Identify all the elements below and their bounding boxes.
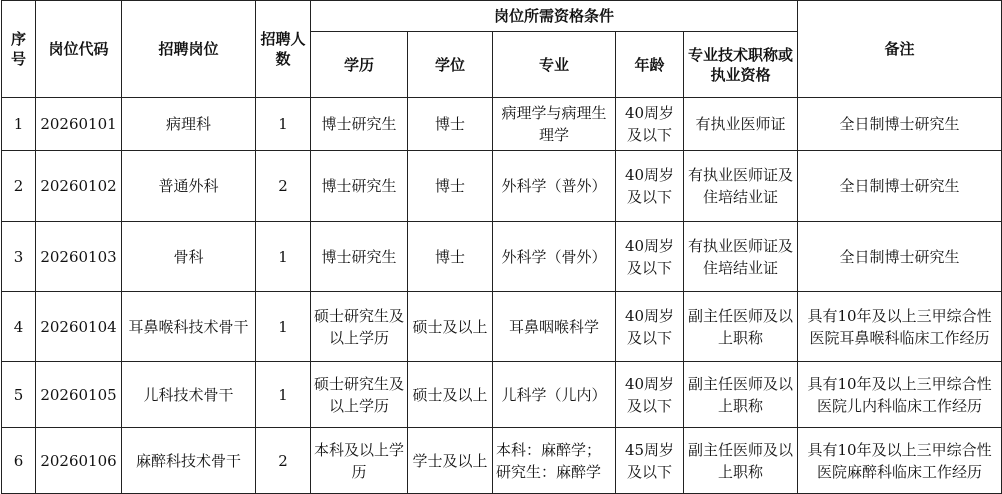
cell-major: 外科学（骨外） [493,222,616,292]
cell-seq: 2 [2,151,36,222]
cell-remark: 具有10年及以上三甲综合性医院麻醉科临床工作经历 [798,428,1002,494]
cell-qualification: 有执业医师证及住培结业证 [684,222,798,292]
cell-code: 20260105 [36,362,122,428]
cell-qualification: 有执业医师证及住培结业证 [684,151,798,222]
cell-code: 20260102 [36,151,122,222]
cell-qualification: 副主任医师及以上职称 [684,362,798,428]
cell-position: 普通外科 [122,151,256,222]
header-seq: 序号 [2,1,36,98]
cell-education: 本科及以上学历 [311,428,408,494]
cell-degree: 硕士及以上 [408,362,493,428]
cell-remark: 全日制博士研究生 [798,151,1002,222]
cell-remark: 全日制博士研究生 [798,98,1002,151]
cell-degree: 博士 [408,151,493,222]
cell-position: 骨科 [122,222,256,292]
cell-count: 1 [256,362,311,428]
cell-seq: 6 [2,428,36,494]
recruitment-table [1,0,1002,494]
header-degree: 学位 [408,32,493,98]
cell-degree: 博士 [408,222,493,292]
cell-degree: 硕士及以上 [408,292,493,362]
cell-count: 2 [256,428,311,494]
cell-position: 麻醉科技术骨干 [122,428,256,494]
table-row [2,151,1002,222]
cell-seq: 1 [2,98,36,151]
table-row [2,98,1002,151]
cell-major: 病理学与病理生理学 [493,98,616,151]
cell-code: 20260104 [36,292,122,362]
cell-age: 45周岁及以下 [616,428,684,494]
cell-age: 40周岁及以下 [616,151,684,222]
cell-seq: 5 [2,362,36,428]
cell-position: 病理科 [122,98,256,151]
cell-age: 40周岁及以下 [616,362,684,428]
cell-position: 耳鼻喉科技术骨干 [122,292,256,362]
header-education: 学历 [311,32,408,98]
cell-major: 耳鼻咽喉科学 [493,292,616,362]
table-row [2,222,1002,292]
cell-code: 20260101 [36,98,122,151]
cell-major: 儿科学（儿内） [493,362,616,428]
header-position: 招聘岗位 [122,1,256,98]
cell-education: 硕士研究生及以上学历 [311,292,408,362]
cell-qualification: 副主任医师及以上职称 [684,428,798,494]
cell-qualification: 副主任医师及以上职称 [684,292,798,362]
cell-education: 博士研究生 [311,98,408,151]
header-age: 年龄 [616,32,684,98]
table-row [2,362,1002,428]
cell-seq: 4 [2,292,36,362]
cell-education: 硕士研究生及以上学历 [311,362,408,428]
cell-major: 本科：麻醉学；研究生：麻醉学 [493,428,616,494]
table-row [2,292,1002,362]
cell-age: 40周岁及以下 [616,222,684,292]
header-code: 岗位代码 [36,1,122,98]
cell-qualification: 有执业医师证 [684,98,798,151]
cell-age: 40周岁及以下 [616,98,684,151]
cell-remark: 具有10年及以上三甲综合性医院儿内科临床工作经历 [798,362,1002,428]
cell-remark: 具有10年及以上三甲综合性医院耳鼻喉科临床工作经历 [798,292,1002,362]
cell-education: 博士研究生 [311,222,408,292]
cell-code: 20260103 [36,222,122,292]
cell-education: 博士研究生 [311,151,408,222]
cell-age: 40周岁及以下 [616,292,684,362]
header-major: 专业 [493,32,616,98]
cell-count: 1 [256,98,311,151]
cell-position: 儿科技术骨干 [122,362,256,428]
cell-count: 1 [256,222,311,292]
header-remark: 备注 [798,1,1002,98]
cell-count: 1 [256,292,311,362]
cell-seq: 3 [2,222,36,292]
cell-count: 2 [256,151,311,222]
cell-degree: 学士及以上 [408,428,493,494]
cell-remark: 全日制博士研究生 [798,222,1002,292]
cell-code: 20260106 [36,428,122,494]
cell-degree: 博士 [408,98,493,151]
header-requirements-group: 岗位所需资格条件 [311,1,798,32]
header-qualification: 专业技术职称或执业资格 [684,32,798,98]
cell-major: 外科学（普外） [493,151,616,222]
table-row [2,428,1002,494]
header-count: 招聘人数 [256,1,311,98]
